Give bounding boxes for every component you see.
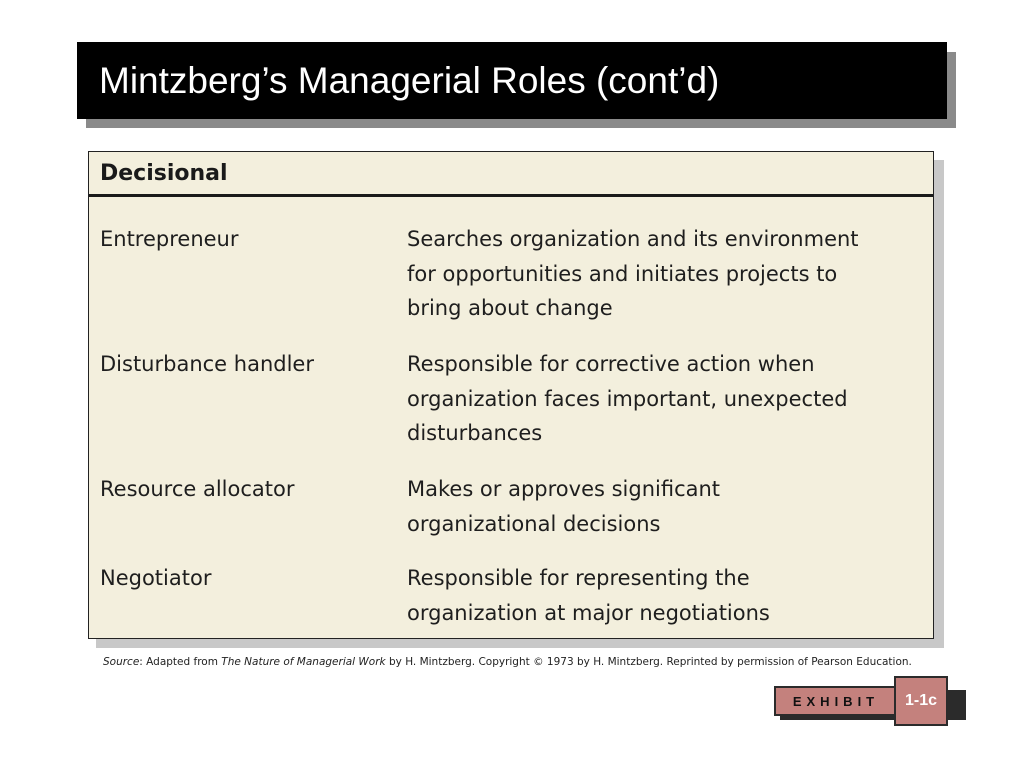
description-line: organization at major negotiations xyxy=(407,600,770,625)
description-line: Responsible for representing the xyxy=(407,566,750,590)
exhibit-number: 1-1c xyxy=(904,692,938,709)
description-line: Searches organization and its environment xyxy=(407,227,859,251)
source-text-before: : Adapted from xyxy=(139,656,222,668)
description-line: for opportunities and initiates projects to xyxy=(407,261,838,286)
source-label: Source xyxy=(103,656,140,668)
exhibit-badge xyxy=(774,686,898,716)
description-line: bring about change xyxy=(407,296,613,320)
source-text-after: by H. Mintzberg. Copyright © 1973 by H. Mintzberg. Reprinted by permission of Pearson Education. xyxy=(385,656,912,668)
description-line: organization faces important, unexpected xyxy=(407,386,848,411)
exhibit-number-box xyxy=(894,676,948,726)
slide-title: Mintzberg’s Managerial Roles (cont’d) xyxy=(99,59,720,101)
description-line: disturbances xyxy=(407,421,543,445)
roles-table xyxy=(88,151,934,639)
source-citation xyxy=(103,656,912,668)
description-line: Responsible for corrective action when xyxy=(407,352,815,376)
role-description xyxy=(407,347,917,451)
role-description xyxy=(407,561,917,630)
role-name: Entrepreneur xyxy=(100,227,239,251)
role-name: Negotiator xyxy=(100,566,212,590)
role-description xyxy=(407,222,917,326)
description-line: organizational decisions xyxy=(407,511,661,536)
heading-divider xyxy=(89,194,933,197)
table-heading: Decisional xyxy=(100,161,228,186)
description-line: Makes or approves significant xyxy=(407,477,721,501)
exhibit-label: EXHIBIT xyxy=(792,693,880,709)
role-description xyxy=(407,472,917,541)
title-bar xyxy=(77,42,947,119)
role-name: Disturbance handler xyxy=(100,352,314,376)
source-work-title: The Nature of Managerial Work xyxy=(221,656,386,668)
role-name: Resource allocator xyxy=(100,477,295,501)
